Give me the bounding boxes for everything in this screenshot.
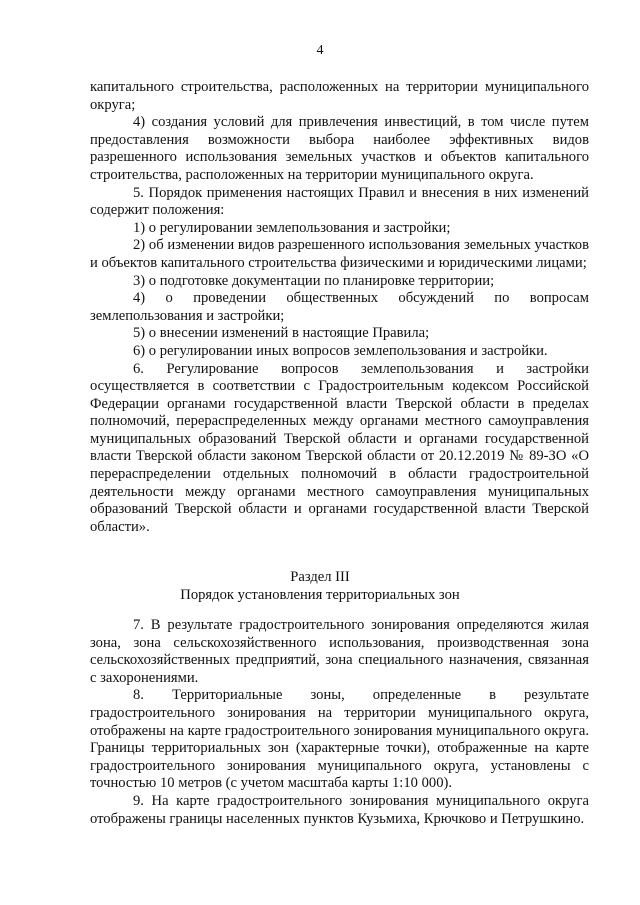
paragraph: капитального строительства, расположенных на территории муниципального округа;: [90, 79, 589, 113]
paragraph: 4) о проведении общественных обсуждений по вопросам землепользования и застройки;: [90, 290, 589, 324]
paragraph: 6. Регулирование вопросов землепользования и застройки осуществляется в соответствии с Градостроительным кодексом Российской Федерации органами государственной власти Тверской области в пределах полномочий, перераспределенных между органами местного самоуправления муниципальных образований Тверской области и органами государственной власти Тверской области законом Тверской области от 20.12.2019 № 89-ЗО «О перераспределении отдельных полномочий в области градостроительной деятельности между органами местного самоуправления муниципальных образований Тверской области и органами государственной власти Тверской области».: [90, 360, 589, 535]
paragraph: 9. На карте градостроительного зонирования муниципального округа отображены границы населенных пунктов Кузьмиха, Крючково и Петрушкино.: [90, 792, 589, 827]
section-heading: [0, 568, 640, 604]
section-title: Раздел III: [290, 569, 350, 585]
section-subtitle: Порядок установления территориальных зон: [180, 587, 460, 603]
paragraph: 1) о регулировании землепользования и застройки;: [133, 219, 451, 236]
page-number: 4: [316, 43, 324, 58]
body-text-bottom: [90, 617, 589, 828]
paragraph: 7. В результате градостроительного зонирования определяются жилая зона, зона сельскохозяйственного использования, производственная зона сельскохозяйственных предприятий, зона специального назначения, связанная с захоронениями.: [90, 617, 589, 686]
paragraph: 6) о регулировании иных вопросов землепользования и застройки.: [133, 342, 548, 359]
paragraph: 5. Порядок применения настоящих Правил и внесения в них изменений содержит положения:: [90, 184, 589, 219]
paragraph: 2) об изменении видов разрешенного использования земельных участков и объектов капитального строительства физическими и юридическими лицами;: [90, 237, 589, 271]
paragraph: 8. Территориальные зоны, определенные в результате градостроительного зонирования на территории муниципального округа, отображены на карте градостроительного зонирования муниципального округа. Границы территориальных зон (характерные точки), отображенные на карте градостроительного зонирования муниципального округа, установлены с точностью 10 метров (с учетом масштаба карты 1:10 000).: [90, 687, 589, 792]
body-text-top: [90, 79, 589, 536]
paragraph: 5) о внесении изменений в настоящие Правила;: [133, 325, 430, 342]
paragraph: 4) создания условий для привлечения инвестиций, в том числе путем предоставления возможности выбора наиболее эффективных видов разрешенного использования земельных участков и объектов капитального строительства, расположенных на территории муниципального округа.: [90, 114, 589, 183]
paragraph: 3) о подготовке документации по планировке территории;: [133, 272, 495, 289]
